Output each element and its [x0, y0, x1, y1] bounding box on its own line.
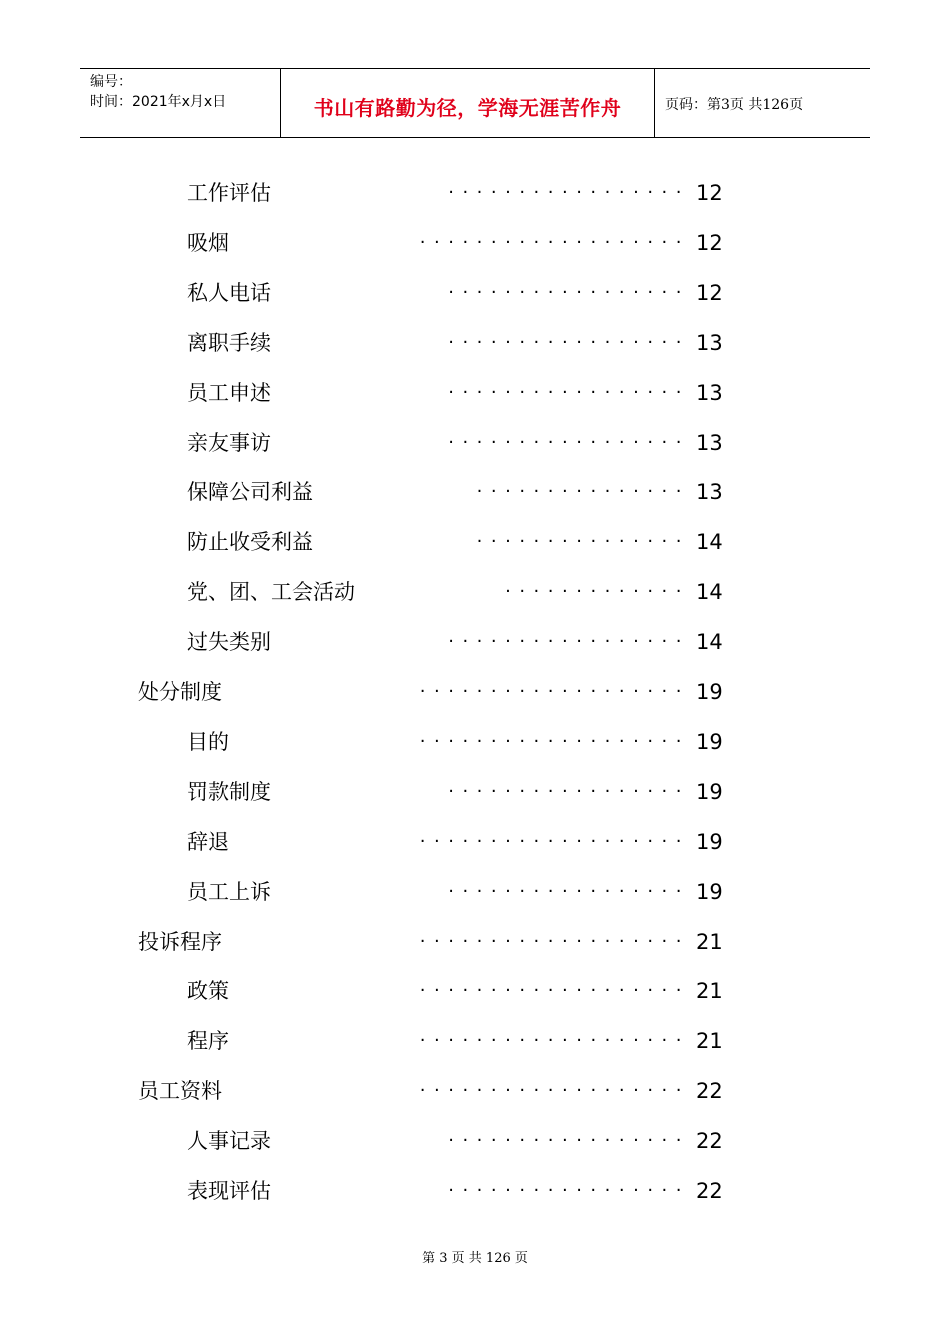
- toc-entry[interactable]: [0, 328, 950, 358]
- toc-dot-leader: ·················: [448, 182, 690, 203]
- toc-entry-page: 22: [696, 1079, 723, 1104]
- toc-dot-leader: ···················: [419, 1080, 690, 1102]
- footer-page-text: 第 3 页 共 126 页: [422, 1251, 528, 1266]
- toc-entry[interactable]: [0, 1076, 950, 1106]
- toc-entry-page: 22: [696, 1129, 723, 1154]
- toc-entry-page: 19: [696, 680, 723, 704]
- toc-entry[interactable]: [0, 927, 950, 957]
- document-time-label: 时间：2021年x月x日: [90, 94, 227, 110]
- toc-dot-leader: ·················: [448, 431, 690, 453]
- toc-entry[interactable]: [0, 228, 950, 258]
- toc-entry-title: 防止收受利益: [187, 530, 313, 555]
- toc-entry[interactable]: [0, 577, 950, 607]
- toc-dot-leader: ·················: [448, 1130, 690, 1152]
- toc-entry[interactable]: [0, 477, 950, 507]
- toc-entry-title: 程序: [187, 1029, 229, 1054]
- toc-dot-leader: ···············: [476, 481, 690, 503]
- toc-entry-page: 12: [696, 230, 723, 255]
- toc-entry-page: 13: [696, 430, 723, 455]
- toc-entry-title: 吸烟: [187, 230, 229, 255]
- toc-entry[interactable]: [0, 428, 950, 458]
- toc-dot-leader: ·············: [505, 581, 690, 603]
- toc-entry-page: 19: [696, 879, 723, 904]
- toc-dot-leader: ·················: [448, 281, 690, 303]
- toc-dot-leader: ·················: [448, 780, 690, 802]
- toc-entry-page: 14: [696, 530, 723, 555]
- toc-dot-leader: ·················: [448, 880, 690, 902]
- toc-entry-title: 党、团、工会活动: [187, 580, 355, 605]
- toc-entry[interactable]: [0, 1026, 950, 1056]
- header-motto-cell: [281, 69, 655, 137]
- toc-entry-title: 表现评估: [187, 1179, 271, 1203]
- toc-entry-title: 目的: [187, 729, 229, 754]
- toc-entry[interactable]: [0, 1176, 950, 1206]
- toc-entry[interactable]: [0, 527, 950, 557]
- toc-entry-title: 员工上诉: [187, 879, 271, 904]
- header-page-info: 页码：第3页 共126页: [665, 97, 804, 113]
- toc-entry[interactable]: [0, 627, 950, 657]
- header-page-cell: [655, 69, 870, 137]
- toc-entry-title: 私人电话: [187, 280, 271, 305]
- toc-entry-page: 22: [696, 1179, 723, 1203]
- page-header: [80, 68, 870, 138]
- toc-dot-leader: ···················: [419, 830, 690, 852]
- toc-entry[interactable]: [0, 278, 950, 308]
- toc-entry-title: 员工申述: [187, 380, 271, 405]
- toc-entry[interactable]: [0, 677, 950, 707]
- toc-entry[interactable]: [0, 727, 950, 757]
- toc-entry[interactable]: [0, 1126, 950, 1156]
- toc-entry-title: 亲友事访: [187, 430, 271, 455]
- toc-dot-leader: ·················: [448, 381, 690, 403]
- toc-dot-leader: ···················: [419, 730, 690, 752]
- toc-entry-title: 员工资料: [138, 1079, 222, 1104]
- toc-entry-title: 罚款制度: [187, 779, 271, 804]
- toc-entry-page: 21: [696, 1029, 723, 1054]
- toc-entry-page: 19: [696, 729, 723, 754]
- toc-entry-page: 19: [696, 829, 723, 854]
- toc-dot-leader: ···················: [419, 231, 690, 253]
- toc-entry[interactable]: [0, 378, 950, 408]
- toc-entry-page: 21: [696, 979, 723, 1004]
- toc-entry-title: 投诉程序: [138, 929, 222, 954]
- toc-entry-page: 14: [696, 630, 723, 655]
- toc-entry-page: 14: [696, 580, 723, 605]
- toc-dot-leader: ·················: [448, 331, 690, 353]
- toc-entry[interactable]: [0, 827, 950, 857]
- toc-dot-leader: ···················: [419, 1030, 690, 1052]
- header-motto: 书山有路勤为径，学海无涯苦作舟: [313, 96, 622, 120]
- toc-entry-title: 政策: [187, 979, 229, 1004]
- toc-entry-page: 13: [696, 480, 723, 505]
- toc-entry-title: 保障公司利益: [187, 480, 313, 505]
- toc-entry-page: 12: [696, 280, 723, 305]
- toc-entry-page: 19: [696, 779, 723, 804]
- toc-entry-title: 离职手续: [187, 330, 271, 355]
- toc-entry-page: 13: [696, 330, 723, 355]
- toc-dot-leader: ···············: [476, 531, 690, 553]
- toc-entry-title: 人事记录: [187, 1129, 271, 1154]
- toc-entry-title: 过失类别: [187, 630, 271, 655]
- toc-entry[interactable]: [0, 178, 950, 208]
- toc-entry-title: 工作评估: [187, 181, 271, 205]
- header-meta-cell: [80, 69, 281, 137]
- toc-entry[interactable]: [0, 777, 950, 807]
- toc-entry[interactable]: [0, 877, 950, 907]
- toc-dot-leader: ···················: [419, 681, 690, 702]
- toc-entry-title: 辞退: [187, 829, 229, 854]
- toc-entry-title: 处分制度: [138, 680, 222, 704]
- toc-entry-page: 13: [696, 380, 723, 405]
- toc-entry-page: 12: [696, 181, 723, 205]
- toc-dot-leader: ···················: [419, 930, 690, 952]
- toc-dot-leader: ·················: [448, 631, 690, 653]
- document-number-label: 编号：: [90, 74, 132, 90]
- toc-entry-page: 21: [696, 929, 723, 954]
- toc-entry[interactable]: [0, 976, 950, 1006]
- toc-dot-leader: ·················: [448, 1180, 690, 1201]
- toc-dot-leader: ···················: [419, 980, 690, 1002]
- page-footer: [0, 1247, 950, 1266]
